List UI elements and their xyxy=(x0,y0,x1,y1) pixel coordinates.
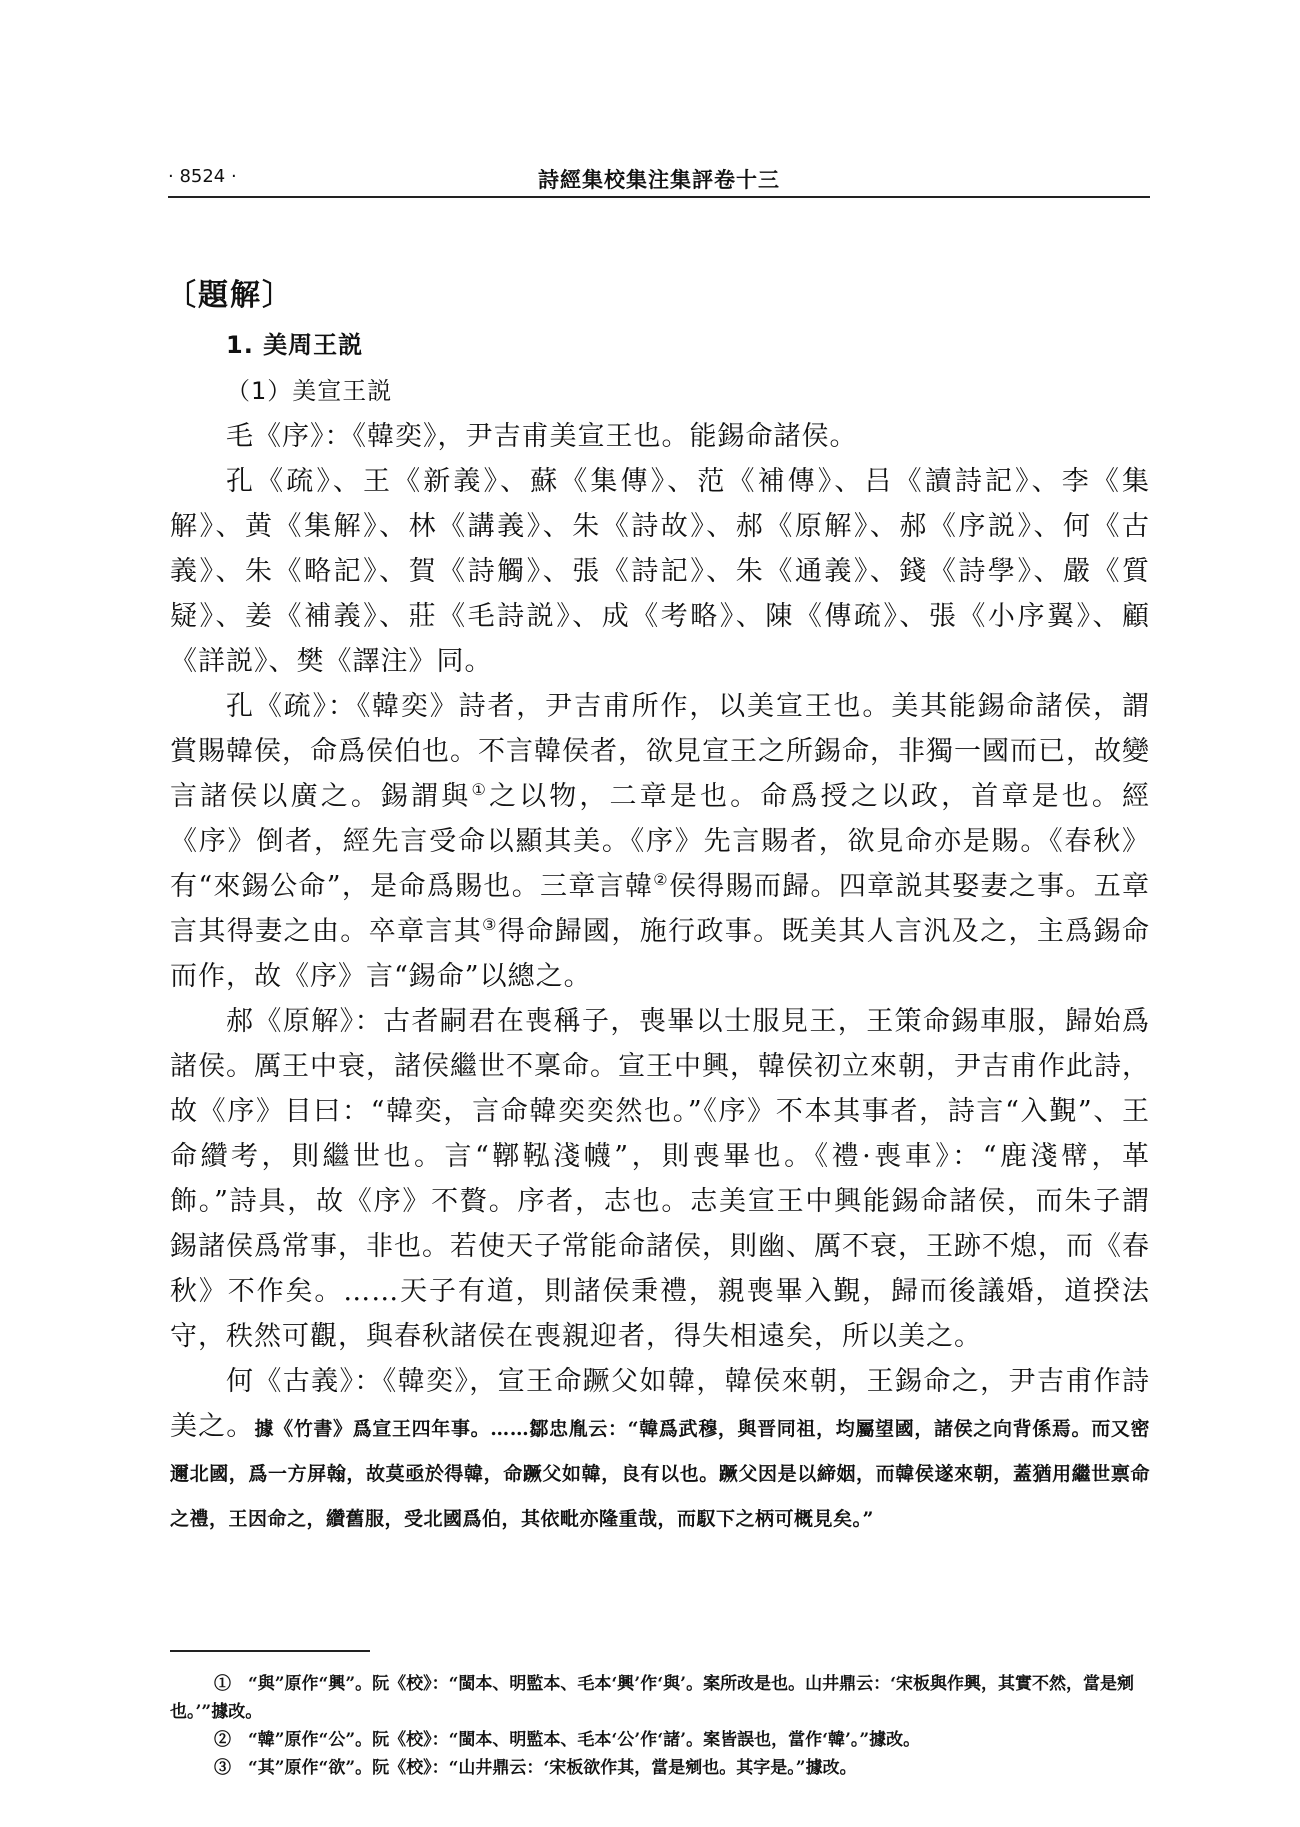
footnote-1: ① “與”原作“興”。阮《校》：“閩本、明監本、毛本‘興’作‘與’。案所改是也。山井鼎云：‘宋板與作興，其實不然，當是剜也。’”據改。 xyxy=(170,1674,1134,1722)
footnote-marker-3[interactable]: ③ xyxy=(482,915,498,934)
footnote-2: ② “韓”原作“公”。阮《校》：“閩本、明監本、毛本‘公’作‘諸’。案皆誤也，當作‘韓’。”據改。 xyxy=(214,1730,921,1750)
paragraph-mao-preface: 毛《序》：《韓奕》，尹吉甫美宣王也。能錫命諸侯。 xyxy=(226,421,858,452)
paragraph-he-guyi: 何《古義》：《韓奕》，宣王命蹶父如韓，韓侯來朝，王錫命之，尹吉甫作詩美之。據《竹書》爲宣王四年事。……鄒忠胤云：“韓爲武穆，與晋同祖，均屬望國，諸侯之向背係焉。而又密邇北國，爲一方屏翰，故莫亟於得韓，命蹶父如韓，良有以也。蹶父因是以締姻，而韓侯遂來朝，蓋猶用繼世禀命之禮，王因命之，纘舊服，受北國爲伯，其依毗亦隆重哉，而馭下之柄可概見矣。” xyxy=(170,1366,1150,1530)
paragraph-same-list: 孔《疏》、王《新義》、蘇《集傳》、范《補傳》、吕《讀詩記》、李《集解》、黄《集解》、林《講義》、朱《詩故》、郝《原解》、郝《序説》、何《古義》、朱《略記》、賀《詩觸》、張《詩記》、朱《通義》、錢《詩學》、嚴《質疑》、姜《補義》、莊《毛詩説》、成《考略》、陳《傳疏》、張《小序翼》、顧《詳説》、樊《譯注》同。 xyxy=(170,466,1150,677)
footnote-3: ③ “其”原作“欲”。阮《校》：“山井鼎云：‘宋板欲作其，當是剜也。其字是。”據改。 xyxy=(214,1758,857,1778)
footnote-marker-2[interactable]: ② xyxy=(653,870,669,889)
header-rule xyxy=(168,196,1150,198)
running-title: 詩經集校集注集評卷十三 xyxy=(538,167,780,192)
heading-level-2: （1）美宣王説 xyxy=(226,377,393,405)
paragraph-hao-yuanjie: 郝《原解》：古者嗣君在喪稱子，喪畢以士服見王，王策命錫車服，歸始爲諸侯。厲王中衰，諸侯繼世不稟命。宣王中興，韓侯初立來朝，尹吉甫作此詩，故《序》目曰：“韓奕，言命韓奕奕然也。”《序》不本其事者，詩言“入覲”、王命纘考，則繼世也。言“鞹鞃淺幭”，則喪畢也。《禮·喪車》：“鹿淺幦，革飾。”詩具，故《序》不贅。序者，志也。志美宣王中興能錫命諸侯，而朱子謂錫諸侯爲常事，非也。若使天子常能命諸侯，則幽、厲不衰，王跡不熄，而《春秋》不作矣。……天子有道，則諸侯秉禮，親喪畢入覲，歸而後議婚，道揆法守，秩然可觀，與春秋諸侯在喪親迎者，得失相遠矣，所以美之。 xyxy=(170,1006,1150,1352)
page-number: · 8524 · xyxy=(168,166,237,187)
footnotes xyxy=(170,1670,1150,1782)
body-text xyxy=(170,322,1150,1539)
heading-level-1: 1. 美周王説 xyxy=(226,331,364,359)
footnote-rule xyxy=(170,1650,370,1652)
paragraph-kong-shu: 孔《疏》：《韓奕》詩者，尹吉甫所作，以美宣王也。美其能錫命諸侯，謂賞賜韓侯，命爲侯伯也。不言韓侯者，欲見宣王之所錫命，非獨一國而已，故變言諸侯以廣之。錫謂與①之以物，二章是也。命爲授之以政，首章是也。經《序》倒者，經先言受命以顯其美。《序》先言賜者，欲見命亦是賜。《春秋》有“來錫公命”，是命爲賜也。三章言韓②侯得賜而歸。四章説其娶妻之事。五章言其得妻之由。卒章言其③得命歸國，施行政事。既美其人言汎及之，主爲錫命而作，故《序》言“錫命”以總之。 xyxy=(170,691,1151,992)
section-title: 〔題解〕 xyxy=(166,278,294,313)
quoted-commentary: 據《竹書》爲宣王四年事。……鄒忠胤云：“韓爲武穆，與晋同祖，均屬望國，諸侯之向背係焉。而又密邇北國，爲一方屏翰，故莫亟於得韓，命蹶父如韓，良有以也。蹶父因是以締姻，而韓侯遂來朝，蓋猶用繼世禀命之禮，王因命之，纘舊服，受北國爲伯，其依毗亦隆重哉，而馭下之柄可概見矣。” xyxy=(170,1418,1150,1530)
page-header xyxy=(168,160,1150,190)
footnote-marker-1[interactable]: ① xyxy=(471,780,489,799)
